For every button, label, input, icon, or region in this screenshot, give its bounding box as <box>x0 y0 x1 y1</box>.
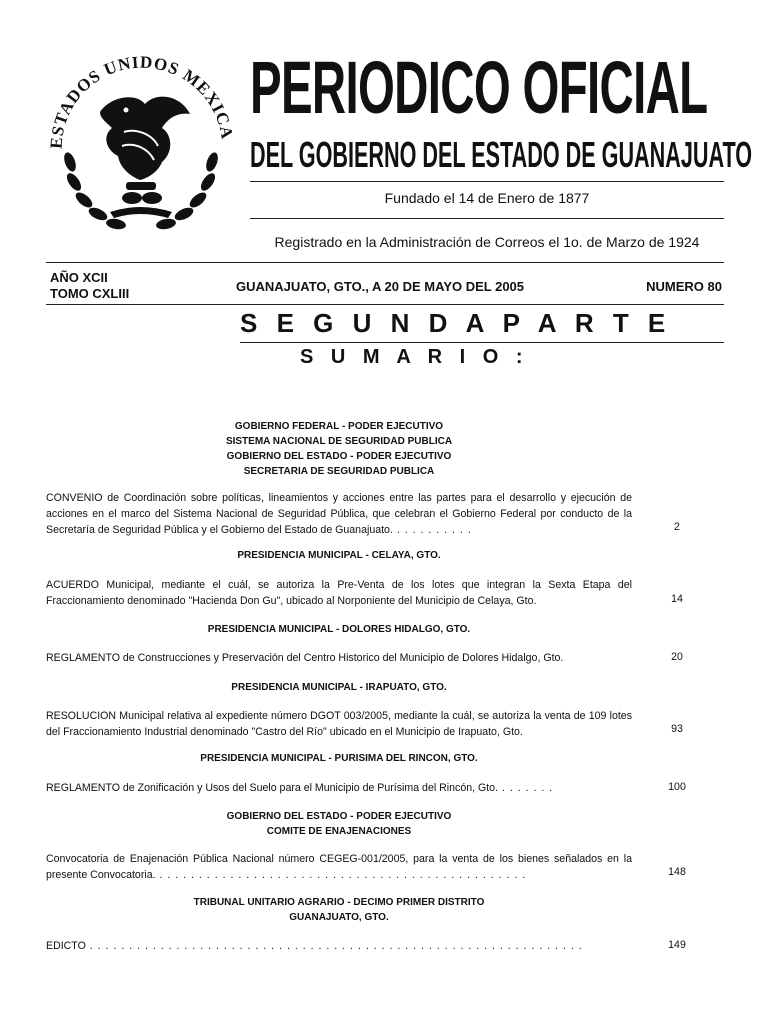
newspaper-subtitle: DEL GOBIERNO DEL ESTADO DE GUANAJUATO <box>250 134 753 175</box>
dot-leader: . . . . . . . . . . <box>392 524 472 536</box>
dot-leader: . . . . . . . . . . . . . . . . . . . . . . . . . . . . . . . . . . . . . . . . . . . . . . . <box>155 869 527 881</box>
divider <box>250 218 724 219</box>
section-heading: GOBIERNO DEL ESTADO - PODER EJECUTIVO COMITE DE ENAJENACIONES <box>226 811 452 837</box>
summary-entry: EDICTO . . . . . . . . . . . . . . . . . . . . . . . . . . . . . . . . . . . . . . . . . . . . . . . . . . . . . . . . . . . . . . . <box>46 940 583 952</box>
divider <box>46 262 724 263</box>
registered-line: Registrado en la Administración de Correos el 1o. de Marzo de 1924 <box>274 234 700 250</box>
section-heading: PRESIDENCIA MUNICIPAL - DOLORES HIDALGO, GTO. <box>207 624 471 635</box>
section-heading: TRIBUNAL UNITARIO AGRARIO - DECIMO PRIMER DISTRITO GUANAJUATO, GTO. <box>193 897 485 923</box>
coat-of-arms-seal <box>40 42 240 242</box>
section-heading: PRESIDENCIA MUNICIPAL - CELAYA, GTO. <box>237 550 441 561</box>
dot-leader: . . . . . . . . . . . . . . . . . . . . . . . . . . . . . . . . . . . . . . . . . . . . . . . . . . . . . . . . . . . . . . . <box>85 940 583 952</box>
issue-number: NUMERO 80 <box>646 279 722 294</box>
divider <box>46 304 724 305</box>
summary-entry: RESOLUCION Municipal relativa al expediente número DGOT 003/2005, mediante la cuál, se autoriza la venta de 109 lotes del Fraccionamiento Industrial denominado "Castro del Río" ubicado en el Municipio de Irapuato, Gto. <box>46 710 632 738</box>
summary-title: S U M A R I O : <box>300 346 529 368</box>
seal-text: ESTADOS UNIDOS MEXICA <box>46 52 237 150</box>
issue-year: AÑO XCII <box>50 270 108 285</box>
section-heading: PRESIDENCIA MUNICIPAL - IRAPUATO, GTO. <box>231 682 447 693</box>
dot-leader: . . . . . . . <box>498 782 554 794</box>
page-number: 93 <box>671 723 683 735</box>
issue-tomo: TOMO CXLIII <box>50 286 130 301</box>
page-number: 148 <box>668 866 686 878</box>
newspaper-title: PERIODICO OFICIAL <box>250 46 708 129</box>
summary-entry: Convocatoria de Enajenación Pública Nacional número CEGEG-001/2005, para la venta de los bienes señalados en la presente Convocatoria. . . . . . . . . . . . . . . . . . . . . . . . . . . . . . . . . . . . . . . . . . . . . . . . <box>46 853 632 881</box>
founded-line: Fundado el 14 de Enero de 1877 <box>384 190 590 206</box>
summary-entry: CONVENIO de Coordinación sobre políticas, lineamientos y acciones entre las partes para el desarrollo y ejecución de acciones en el marco del Sistema Nacional de Seguridad Pública, que celebran el Gobierno Federal por conducto de la Secretaría de Seguridad Pública y el Gobierno del Estado de Guanajuato. . . . . . . . . . . <box>46 492 632 536</box>
summary-entry: REGLAMENTO de Zonificación y Usos del Suelo para el Municipio de Purísima del Rincón, Gto. . . . . . . . <box>46 782 554 794</box>
summary-entry: ACUERDO Municipal, mediante el cuál, se autoriza la Pre-Venta de los lotes que integran la Sexta Etapa del Fraccionamiento denominado "Hacienda Don Gu", ubicado al Norponiente del Municipio de Celaya, Gto. <box>46 579 632 607</box>
section-heading: GOBIERNO FEDERAL - PODER EJECUTIVO SISTEMA NACIONAL DE SEGURIDAD PUBLICA GOBIERNO DEL ESTADO - PODER EJECUTIVO SECRETARIA DE SEGURIDAD PUBLICA <box>225 421 453 477</box>
divider <box>250 181 724 182</box>
section-heading: PRESIDENCIA MUNICIPAL - PURISIMA DEL RINCON, GTO. <box>200 753 478 764</box>
page-number: 100 <box>668 781 686 793</box>
page-number: 149 <box>668 939 686 951</box>
page-number: 2 <box>674 521 680 533</box>
page-number: 20 <box>671 651 683 663</box>
issue-place-date: GUANAJUATO, GTO., A 20 DE MAYO DEL 2005 <box>236 279 525 294</box>
divider <box>240 342 724 343</box>
part-title: S E G U N D A P A R T E <box>240 308 672 338</box>
summary-entry: REGLAMENTO de Construcciones y Preservación del Centro Historico del Municipio de Dolores Hidalgo, Gto. <box>46 652 564 664</box>
page-number: 14 <box>671 593 683 605</box>
